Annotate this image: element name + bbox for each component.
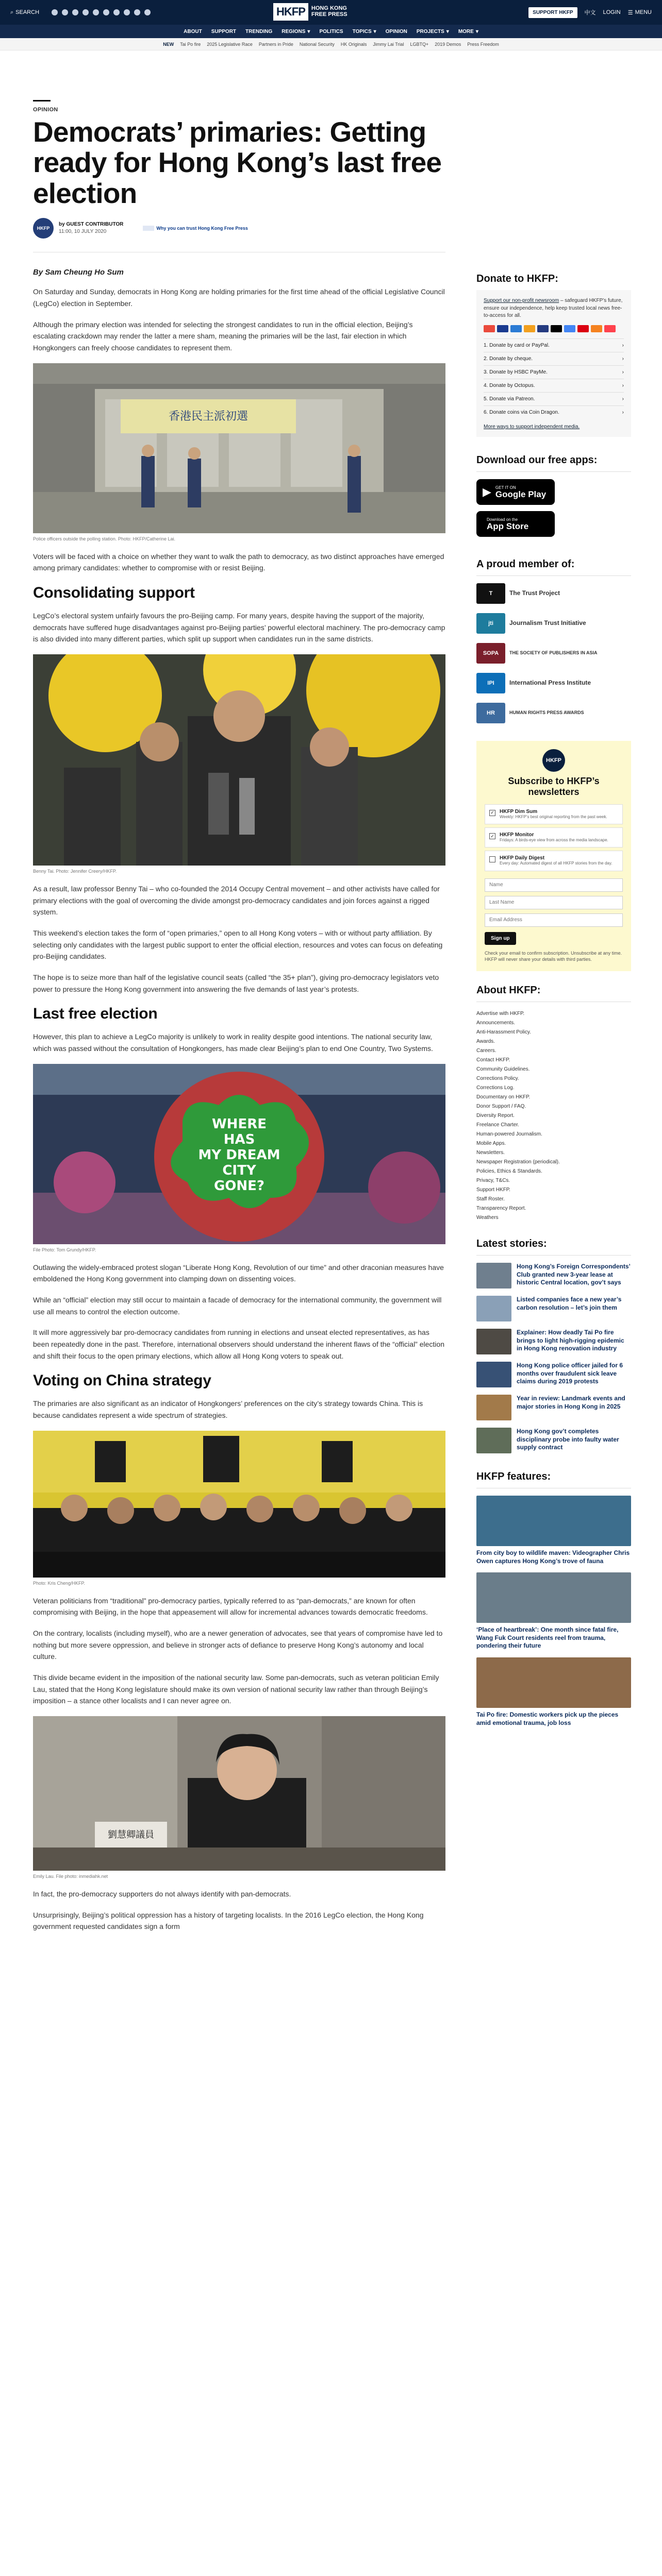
search-button[interactable] [10, 9, 39, 16]
list-item[interactable] [476, 1395, 631, 1420]
feature-image [476, 1657, 631, 1708]
member-name: THE SOCIETY OF PUBLISHERS IN ASIA [509, 650, 598, 656]
checkbox-checked-icon[interactable]: ✓ [489, 810, 495, 816]
nav-label: OPINION [385, 28, 407, 35]
youtube-icon[interactable] [93, 9, 99, 15]
chevron-right-icon: › [622, 355, 624, 362]
nav-topics[interactable] [353, 29, 376, 35]
rss-icon[interactable] [144, 9, 151, 15]
story-thumbnail [476, 1395, 511, 1420]
about-link[interactable]: Announcements. [476, 1020, 516, 1026]
tiktok-icon[interactable] [103, 9, 109, 15]
mastodon-icon[interactable] [134, 9, 140, 15]
member-name: International Press Institute [509, 679, 591, 687]
nav-support[interactable] [211, 29, 236, 35]
nav-label: MORE [458, 28, 474, 35]
name-input[interactable] [485, 878, 623, 892]
chevron-right-icon: › [622, 409, 624, 415]
logo-mark: HKFP [273, 3, 308, 21]
list-item[interactable] [476, 1428, 631, 1453]
section-heading: Consolidating support [33, 584, 195, 601]
jti-logo: jti [476, 613, 505, 634]
social-links [52, 9, 151, 15]
benny-tai-illustration [33, 654, 445, 866]
about-link[interactable]: Contact HKFP. [476, 1057, 510, 1063]
paragraph: LegCo’s electoral system unfairly favours the pro-Beijing camp. For many years, despite having the support of the majority, democrats have suffered huge disadvantages against pro-Beijing parties’ powerful electoral machinery. The pro-democracy camp is also divided into many different parties, which split up support when candidates run in the same districts. [33, 611, 445, 643]
nav-label: POLITICS [319, 28, 343, 35]
donate-option-label: 1. Donate by card or PayPal. [484, 342, 550, 348]
newsletter-option-desc: Fridays: A birds-eye view from across the media landscape. [500, 838, 608, 843]
email-input[interactable] [485, 913, 623, 927]
story-title: Listed companies face a new year’s carbon resolution – let’s join them [517, 1296, 622, 1311]
newsletter-option-title: HKFP Daily Digest [500, 855, 545, 861]
nav-label: REGIONS [282, 28, 306, 35]
author-avatar[interactable]: HKFP [33, 218, 54, 239]
donate-option[interactable] [484, 338, 624, 352]
search-label: SEARCH [15, 9, 40, 15]
sign-line-1: WHERE [212, 1116, 267, 1132]
figure-polling-station [33, 363, 445, 541]
visa-icon [497, 325, 508, 332]
ipi-logo: IPI [476, 673, 505, 693]
figure-protest-sign [33, 1064, 445, 1252]
chevron-right-icon: › [622, 342, 624, 348]
kicker-rule [33, 100, 51, 101]
figure-caption: Emily Lau. File photo: inmediahk.net [33, 1874, 108, 1879]
newsletter-box [476, 741, 631, 972]
polling-station-illustration [33, 363, 445, 533]
about-link[interactable]: Staff Roster. [476, 1196, 505, 1202]
nav-politics[interactable] [319, 29, 343, 35]
google-pay-icon [564, 325, 575, 332]
about-link[interactable]: Newsletters. [476, 1150, 505, 1156]
donate-title: Donate to HKFP: [476, 273, 558, 284]
newsletter-option-desc: Every day: Automated digest of all HKFP stories from the day. [500, 861, 613, 866]
newsletter-option-title: HKFP Dim Sum [500, 808, 538, 815]
press-conference-photo [33, 1431, 445, 1578]
menu-button[interactable] [628, 9, 652, 16]
donate-option[interactable] [484, 365, 624, 379]
paragraph: Unsurprisingly, Beijing’s political oppression has a history of targeting localists. In the 2016 LegCo election, the Hong Kong government requested candidates sign a form [33, 1910, 424, 1931]
newsletter-logo: HKFP [542, 749, 565, 772]
feature-card[interactable] [476, 1657, 631, 1727]
paragraph: On the contrary, localists (including myself), who are a newer generation of advocates, see that years of compromise have led to nothing but more severe oppression, and believe in stronger acts of defiance to preserve Hong Kong’s autonomy and local culture. [33, 1629, 443, 1661]
login-link[interactable]: LOGIN [603, 9, 621, 15]
checkbox-icon[interactable] [489, 856, 495, 862]
trending-tags [0, 38, 662, 50]
feature-title: Tai Po fire: Domestic workers pick up the pieces amid emotional trauma, job loss [476, 1711, 619, 1726]
about-link[interactable]: Transparency Report. [476, 1206, 526, 1212]
byline [33, 218, 445, 239]
tag-link[interactable]: 2025 Legislative Race [207, 41, 253, 47]
about-link[interactable]: Donor Support / FAQ. [476, 1104, 526, 1110]
paragraph: However, this plan to achieve a LegCo majority is unlikely to work in reality despite good intentions. The national security law, which was passed without the consultation of Hongkongers, has made clear Beijing’s plan to end One Country, Two Systems. [33, 1032, 433, 1053]
nav-label: SUPPORT [211, 28, 237, 35]
about-link[interactable]: Community Guidelines. [476, 1066, 530, 1073]
logo-line-1: HONG KONG [311, 5, 347, 12]
tag-link[interactable]: Press Freedom [467, 41, 499, 47]
newsletter-option-dim-sum[interactable] [485, 804, 623, 824]
story-title: Hong Kong’s Foreign Correspondents’ Club granted new 3-year lease at historic Central location, gov’t says [517, 1263, 631, 1286]
google-play-small: GET IT ON [495, 485, 516, 490]
paragraph: While an “official” election may still occur to maintain a facade of democracy for the international community, the government will use all means to control the election outcome. [33, 1295, 442, 1316]
feature-card[interactable] [476, 1572, 631, 1650]
donate-option-label: 3. Donate by HSBC PayMe. [484, 369, 548, 375]
donate-option[interactable] [484, 405, 624, 419]
paragraph: In fact, the pro-democracy supporters do not always identify with pan-democrats. [33, 1890, 291, 1899]
sign-line-5: GONE? [213, 1178, 265, 1194]
google-play-big: Google Play [495, 489, 547, 499]
members-title: A proud member of: [476, 558, 575, 570]
about-list [476, 1009, 631, 1223]
tag-link[interactable]: Partners in Pride [258, 41, 293, 47]
story-thumbnail [476, 1362, 511, 1387]
sopa-logo: SOPA [476, 643, 505, 664]
about-title: About HKFP: [476, 985, 541, 996]
tag-link[interactable]: 2019 Demos [435, 41, 461, 47]
nav-regions[interactable] [282, 29, 310, 35]
donate-option-label: 6. Donate coins via Coin Dragon. [484, 409, 559, 415]
hamburger-icon: ☰ [627, 9, 633, 16]
last-name-input[interactable] [485, 896, 623, 909]
nav-opinion[interactable] [386, 29, 407, 35]
newsletter-option-daily-digest[interactable] [485, 851, 623, 871]
tag-link[interactable]: LGBTQ+ [410, 41, 429, 47]
payment-logos [484, 325, 624, 332]
paragraph: On Saturday and Sunday, democrats in Hong Kong are holding primaries for the first time ahead of the official Legislative Council (LegCo) election in September. [33, 287, 445, 308]
story-thumbnail [476, 1329, 511, 1354]
search-icon: ⌕ [10, 9, 14, 15]
publish-date: 11:00, 10 JULY 2020 [59, 229, 107, 235]
facebook-icon[interactable] [52, 9, 58, 15]
about-link[interactable]: Weathers [476, 1215, 499, 1221]
story-thumbnail [476, 1263, 511, 1289]
category-label[interactable]: OPINION [33, 107, 58, 113]
about-link[interactable]: Anti-Harassment Policy. [476, 1029, 531, 1036]
nav-label: ABOUT [184, 28, 202, 35]
paragraph: Outlawing the widely-embraced protest slogan “Liberate Hong Kong, Revolution of our time” and other draconian measures have emboldened the Hong Kong government into clamping down on dissenting voices. [33, 1263, 444, 1283]
press-conference-illustration [33, 1431, 445, 1578]
features-title: HKFP features: [476, 1471, 551, 1483]
main-nav [0, 25, 662, 38]
author-name[interactable]: by GUEST CONTRIBUTOR [59, 221, 124, 227]
story-title: Hong Kong police officer jailed for 6 months over fraudulent sick leave claims during 2019 protests [517, 1362, 623, 1385]
donate-option[interactable] [484, 352, 624, 365]
figure-caption: Police officers outside the polling station. Photo: HKFP/Catherine Lai. [33, 536, 175, 541]
divider [476, 471, 631, 472]
newsletter-option-monitor[interactable] [485, 827, 623, 848]
nav-label: TOPICS [352, 28, 372, 35]
newsletter-title: Subscribe to HKFP’s newsletters [508, 775, 600, 798]
member-name: Journalism Trust Initiative [509, 619, 586, 627]
apple-pay-icon [551, 325, 562, 332]
apps-title: Download our free apps: [476, 454, 598, 466]
article [33, 100, 445, 1942]
about-link[interactable]: Mobile Apps. [476, 1141, 506, 1147]
logo-line-2: FREE PRESS [311, 11, 347, 18]
about-link[interactable]: Advertise with HKFP. [476, 1011, 525, 1017]
sign-line-2: HAS [223, 1131, 255, 1147]
nav-more[interactable] [458, 29, 478, 35]
page-title: Democrats’ primaries: Getting ready for Hong Kong’s last free election [33, 116, 442, 209]
chevron-right-icon: › [622, 369, 624, 375]
protest-sign-photo [33, 1064, 445, 1244]
nav-label: PROJECTS [416, 28, 444, 35]
member-name: The Trust Project [509, 589, 560, 597]
figure-benny-tai [33, 654, 445, 874]
threads-icon[interactable] [82, 9, 89, 15]
sign-line-3: MY DREAM [198, 1147, 280, 1163]
latest-title: Latest stories: [476, 1238, 547, 1250]
telegram-icon[interactable] [113, 9, 120, 15]
feature-image [476, 1572, 631, 1623]
donate-lead-text: – safeguard HKFP’s future, ensure our independence, help keep trusted local news free-to-access for all. [484, 298, 623, 318]
newsletter-option-desc: Weekly: HKFP’s best original reporting from the past week. [500, 814, 607, 819]
payme-icon [577, 325, 589, 332]
figure-caption: Benny Tai. Photo: Jennifer Creery/HKFP. [33, 868, 117, 874]
donate-option-label: 5. Donate via Patreon. [484, 396, 535, 402]
benny-tai-photo [33, 654, 445, 866]
chevron-right-icon: › [622, 382, 624, 388]
feature-title: From city boy to wildlife maven: Videographer Chris Owen captures Hong Kong’s trove of fauna [476, 1549, 630, 1565]
support-button[interactable]: SUPPORT HKFP [528, 7, 577, 18]
feature-title: ‘Place of heartbreak’: One month since fatal fire, Wang Fuk Court residents reel from trauma, pondering their future [476, 1626, 619, 1650]
emily-lau-illustration [33, 1716, 445, 1871]
language-toggle[interactable]: 中文 [584, 10, 596, 16]
sidebar [476, 273, 631, 1734]
checkbox-checked-icon[interactable]: ✓ [489, 833, 495, 839]
x-icon[interactable] [62, 9, 68, 15]
about-link[interactable]: Documentary on HKFP. [476, 1094, 531, 1100]
tag-link[interactable]: National Security [299, 41, 335, 47]
chevron-down-icon: ▾ [307, 28, 310, 35]
member-trust-project[interactable] [476, 583, 631, 604]
member-jti[interactable] [476, 613, 631, 634]
chevron-down-icon: ▾ [446, 28, 449, 35]
about-link[interactable]: Corrections Policy. [476, 1076, 519, 1082]
discover-icon [524, 325, 535, 332]
nameplate-text: 劉慧卿議員 [108, 1829, 154, 1841]
paragraph: Voters will be faced with a choice on whether they want to walk the path to democracy, as two distinct approaches have emerged among primary candidates: whether to compromise with or resist Beijing. [33, 552, 444, 572]
trust-label: Why you can trust Hong Kong Free Press [156, 226, 248, 231]
donate-option-label: 4. Donate by Octopus. [484, 382, 535, 388]
about-link[interactable]: Awards. [476, 1039, 495, 1045]
list-item[interactable] [476, 1296, 631, 1321]
chevron-down-icon: ▾ [373, 28, 376, 35]
polling-banner-text: 香港民主派初選 [168, 410, 249, 423]
donate-box [476, 290, 631, 437]
nav-projects[interactable] [417, 29, 449, 35]
feature-image [476, 1496, 631, 1546]
donate-lead-link[interactable]: Support our non-profit newsroom [484, 298, 559, 303]
trust-link[interactable] [143, 226, 248, 231]
menu-label: MENU [635, 9, 652, 15]
amex-icon [510, 325, 522, 332]
nav-trending[interactable] [245, 29, 272, 35]
figure-caption: Photo: Kris Cheng/HKFP. [33, 1580, 85, 1586]
site-logo[interactable] [273, 3, 347, 21]
donate-option[interactable] [484, 379, 624, 392]
trust-project-logo: T [476, 583, 505, 604]
donate-more-link[interactable]: More ways to support independent media. [484, 423, 580, 430]
newsletter-footer: Check your email to confirm subscription. Unsubscribe at any time. HKFP will never share your details with third parties. [485, 950, 622, 962]
chevron-right-icon: › [622, 396, 624, 402]
tag-link[interactable]: Jimmy Lai Trial [373, 41, 404, 47]
paragraph: As a result, law professor Benny Tai – who co-founded the 2014 Occupy Central movement – and other activists have called for primary elections with the goal of overcoming the divide amongst pro-democracy candidates and join forces against a rigged system. [33, 884, 440, 917]
about-link[interactable]: Diversity Report. [476, 1113, 515, 1119]
divider [476, 1255, 631, 1256]
tag-link[interactable]: Tai Po fire [180, 41, 201, 47]
paragraph: This weekend’s election takes the form of “open primaries,” open to all Hong Kong voters – with or without party affiliation. By selecting only candidates with the largest public support to enter the official election, resources and votes can focus on defeating pro-Beijing candidates. [33, 928, 443, 961]
app-store-button[interactable] [476, 511, 555, 537]
list-item[interactable] [476, 1263, 631, 1289]
emily-lau-photo [33, 1716, 445, 1871]
story-thumbnail [476, 1296, 511, 1321]
instagram-icon[interactable] [72, 9, 78, 15]
figure-caption: File Photo: Tom Grundy/HKFP. [33, 1247, 96, 1252]
latest-stories [476, 1263, 631, 1453]
paragraph: It will more aggressively bar pro-democracy candidates from running in elections and unseat elected representatives, as has been repeatedly done in the past. Therefore, international observers should understand the inherent flaws of the “official” election and shift their focus to the open primary elections, which allow all Hong Kong voters to speak out. [33, 1328, 444, 1360]
paypal-icon [537, 325, 549, 332]
newsletter-option-title: HKFP Monitor [500, 832, 534, 838]
mastercard-icon [484, 325, 495, 332]
paragraph: This divide became evident in the imposition of the national security law. Some pan-democrats, such as veteran politician Emily Lau, stated that the Hong Kong legislature should make its own version of national security law rather than through Beijing’s imposition – a stance other localists and I can never agree on. [33, 1673, 439, 1705]
figure-press-conference [33, 1431, 445, 1586]
patreon-icon [604, 325, 616, 332]
article-author-line: By Sam Cheung Ho Sum [33, 268, 124, 277]
member-ipi[interactable] [476, 673, 631, 693]
about-link[interactable]: Newspaper Registration (periodical). [476, 1159, 560, 1165]
tag-link[interactable]: HK Originals [340, 41, 367, 47]
signup-button[interactable]: Sign up [485, 932, 516, 945]
nav-about[interactable] [184, 29, 202, 35]
section-heading: Voting on China strategy [33, 1372, 211, 1389]
member-sopa[interactable] [476, 643, 631, 664]
about-link[interactable]: Human-powered Journalism. [476, 1131, 542, 1138]
donate-option-label: 2. Donate by cheque. [484, 355, 533, 362]
member-name: HUMAN RIGHTS PRESS AWARDS [509, 710, 584, 716]
member-hrpa[interactable] [476, 703, 631, 723]
paragraph: The hope is to seize more than half of the legislative council seats (called “the 35+ plan”), giving pro-democracy legislators veto power to pressure the Hong Kong government into answering the five demands of last year’s protests. [33, 973, 439, 993]
story-title: Year in review: Landmark events and major stories in Hong Kong in 2025 [517, 1395, 625, 1410]
protest-sign-illustration [33, 1064, 445, 1244]
list-item[interactable] [476, 1329, 631, 1354]
google-play-icon: ▶ [483, 485, 491, 498]
about-link[interactable]: Careers. [476, 1048, 496, 1054]
hrpa-logo: HR [476, 703, 505, 723]
divider [476, 575, 631, 576]
donate-option[interactable] [484, 392, 624, 405]
linkedin-icon[interactable] [124, 9, 130, 15]
story-title: Explainer: How deadly Tai Po fire brings to light high-rigging epidemic in Hong Kong renovation industry [517, 1329, 624, 1352]
paragraph: The primaries are also significant as an indicator of Hongkongers’ preferences on the city’s strategy towards China. This is because candidates represent a wide spectrum of strategies. [33, 1399, 423, 1419]
story-thumbnail [476, 1428, 511, 1453]
nav-label: TRENDING [245, 28, 273, 35]
trust-icon [143, 226, 154, 231]
app-store-big: App Store [487, 521, 529, 531]
about-link[interactable]: Corrections Log. [476, 1085, 515, 1091]
about-link[interactable]: Support HKFP. [476, 1187, 510, 1193]
section-heading: Last free election [33, 1005, 158, 1023]
about-link[interactable]: Privacy, T&Cs. [476, 1178, 510, 1184]
chevron-down-icon: ▾ [475, 28, 478, 35]
about-link[interactable]: Policies, Ethics & Standards. [476, 1168, 542, 1175]
about-link[interactable]: Freelance Charter. [476, 1122, 519, 1128]
polling-station-photo [33, 363, 445, 533]
sign-line-4: CITY [222, 1162, 256, 1178]
feature-card[interactable] [476, 1496, 631, 1565]
list-item[interactable] [476, 1362, 631, 1387]
new-badge: NEW [163, 41, 174, 47]
top-bar [0, 0, 662, 25]
app-store-small: Download on the [487, 517, 518, 522]
paragraph: Although the primary election was intended for selecting the strongest candidates to run in the official election, Beijing’s escalating crackdown may render the latter a mere sham, meaning the primaries will be the last, fair election in which Hongkongers can freely choose candidates to represent them. [33, 320, 413, 352]
figure-emily-lau [33, 1716, 445, 1879]
google-play-button[interactable] [476, 479, 555, 505]
octopus-icon [591, 325, 602, 332]
story-title: Hong Kong gov’t completes disciplinary probe into faulty water supply contract [517, 1428, 619, 1451]
paragraph: Veteran politicians from “traditional” pro-democracy parties, typically referred to as “pan-democrats,” are known for often compromising with Beijing, in the hope that appeasement will allow for incremental advances towards democratic freedoms. [33, 1596, 428, 1617]
